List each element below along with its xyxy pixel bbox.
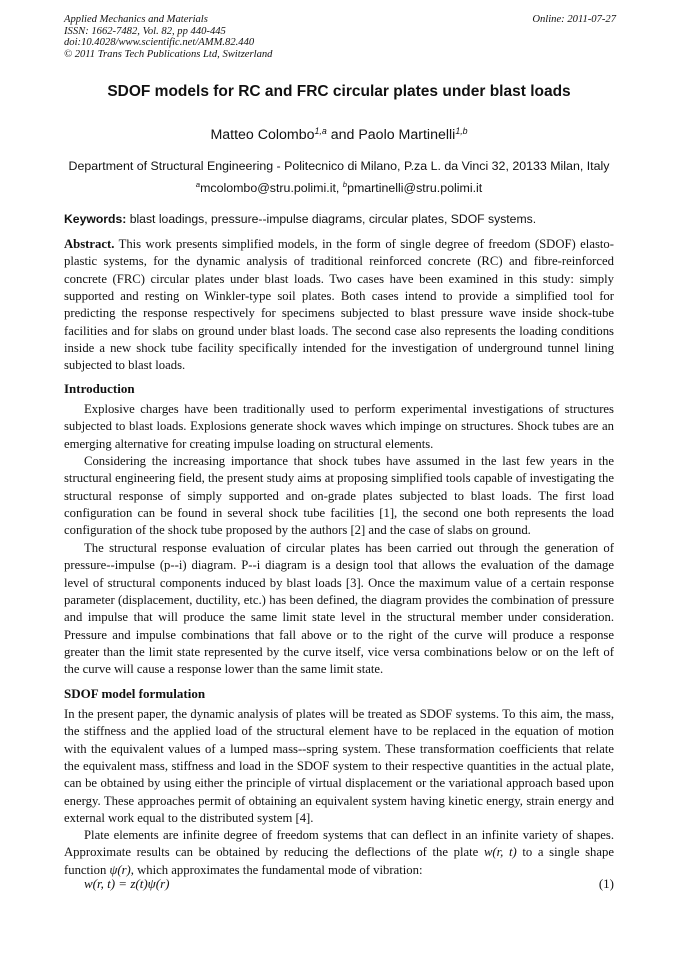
- paragraph: The structural response evaluation of circular plates has been carried out through the generation of pressure--impulse (p--i) diagram. P--i diagram is a design tool that allows the evaluation of the damage level of structural components induced by blast loads [3]. Once the maximum value of a certain response parameter (displacement, ductility, etc.) has been defined, the diagram provides the combination of pressure and impulse that will produce the same limit state level in the structural member under consideration. Pressure and impulse combinations that fall above or to the right of the curve will produce a response greater than the limit state represented by the curve itself, vice versa combinations below or on the left of the curve will cause a response lower than the same limit state.: [64, 541, 614, 677]
- author-name: Matteo Colombo: [210, 127, 315, 143]
- issn-line: ISSN: 1662-7482, Vol. 82, pp 440-445: [64, 25, 226, 37]
- paragraph-text: to a single shape function: [64, 845, 614, 877]
- affiliation: Department of Structural Engineering - Politecnico di Milano, P.za L. da Vinci 32, 20133 Milan, Italy: [68, 159, 610, 173]
- paragraph: Explosive charges have been traditionally used to perform experimental investigations of structures subjected to blast loads. Explosions generate shock waves which impinge on structures. Shock tubes are an emerging alternative for creating impulse loading on structural elements.: [64, 402, 614, 451]
- paragraph: Considering the increasing importance that shock tubes have assumed in the last few years in the structural engineering field, the present study aims at proposing simplified tools capable of investigating the structural response of simply supported and on-grade plates subjected to blast loads. The first load configuration can be found in several shock tube facilities [1], the second one both represents the load configuration of the shock tube proposed by the authors [2] and the case of slabs on ground.: [64, 454, 614, 538]
- equation-number: (1): [598, 876, 614, 891]
- equation: w(r, t) = z(t)ψ(r): [84, 876, 170, 891]
- author-name: Paolo Martinelli: [358, 127, 456, 143]
- author-conjunction: and: [326, 127, 359, 143]
- keywords-label: Keywords:: [64, 212, 127, 226]
- section-heading-introduction: Introduction: [64, 381, 135, 396]
- copyright-line: © 2011 Trans Tech Publications Ltd, Switzerland: [64, 48, 273, 60]
- abstract-text: This work presents simplified models, in the form of single degree of freedom (SDOF) elasto-plastic systems, for the dynamic analysis of traditional reinforced concrete (RC) and fibre-reinforced concrete (FRC) circular plates under blast loads. Two cases have been examined in this study: simply supported and resting on Winkler-type soil plates. Both cases intend to provide a simplified tool for predicting the response respectively for specimens subjected to blast pressure wave inside shock-tube facilities and for slabs on ground under blast loads. The second case also represents the loading conditions inside a new shock tube facility specifically intended for the investigation of underground tunnel lining subjected to blast loads.: [64, 237, 614, 373]
- author-emails: [40, 181, 638, 195]
- doi-line: doi:10.4028/www.scientific.net/AMM.82.440: [64, 37, 255, 49]
- abstract-label: Abstract.: [64, 237, 115, 251]
- journal-name: Applied Mechanics and Materials: [64, 14, 208, 25]
- paragraph: [64, 827, 614, 879]
- paragraph-text: Plate elements are infinite degree of freedom systems that can deflect in an infinite variety of shapes. Approximate results can be obtained by reducing the deflections of the plate: [64, 828, 614, 860]
- online-date: Online: 2011-07-27: [532, 14, 616, 25]
- keywords: [64, 212, 624, 226]
- email-link: mcolombo@stru.polimi.it,: [200, 181, 343, 195]
- section-heading-sdof: SDOF model formulation: [64, 686, 206, 701]
- author-affiliation-mark: 1,a: [314, 126, 327, 137]
- math-symbol: w(r, t): [483, 845, 517, 860]
- keywords-text: blast loadings, pressure--impulse diagrams, circular plates, SDOF systems.: [126, 212, 537, 226]
- paper-title: SDOF models for RC and FRC circular plates under blast loads: [107, 83, 571, 100]
- author-list: [40, 127, 638, 143]
- journal-header: [64, 14, 616, 60]
- email-mark: a: [195, 180, 201, 190]
- abstract: [64, 236, 614, 375]
- email-link: pmartinelli@stru.polimi.it: [347, 181, 483, 195]
- author-affiliation-mark: 1,b: [455, 126, 468, 137]
- email-mark: b: [342, 180, 348, 190]
- math-symbol: ψ(r): [109, 862, 131, 877]
- paragraph: In the present paper, the dynamic analysis of plates will be treated as SDOF systems. To this aim, the mass, the stiffness and the applied load of the structural element have to be replaced in the equation of motion with the equivalent values of a lumped mass--spring system. These transformation coefficients that relate the equivalent mass, stiffness and load in the SDOF system to their respective quantities in the actual plate, can be obtained by using either the principle of virtual displacement or the variational approach based upon energy. These approaches permit of obtaining an equivalent system having kinetic energy, strain energy and external work equal to the distributed system [4].: [64, 707, 614, 826]
- paragraph-text: , which approximates the fundamental mode of vibration:: [130, 862, 423, 877]
